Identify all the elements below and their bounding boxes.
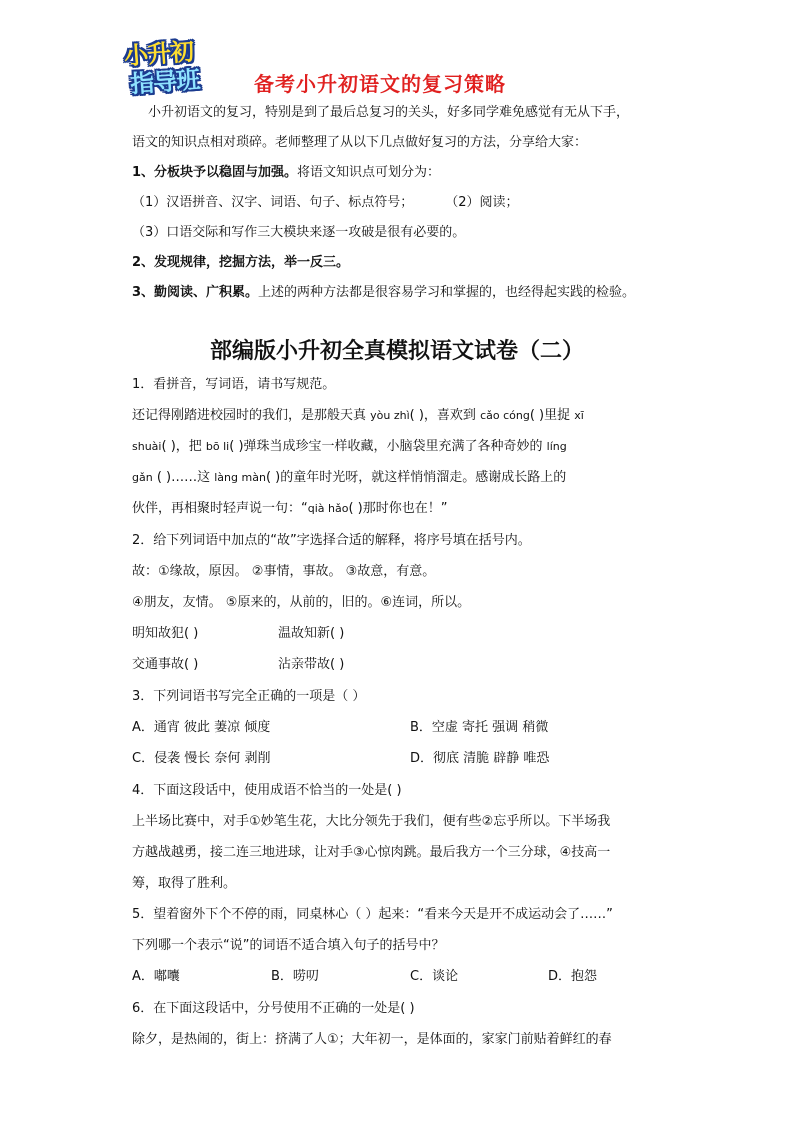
q1-line2-text-a: ( )，把 <box>161 439 206 454</box>
q2-options-line2: ④朋友，友情。 ⑤原来的，从前的，旧的。⑥连词，所以。 <box>132 595 471 610</box>
tip-3-text: 上述的两种方法都是很容易学习和掌握的，也经得起实践的检验。 <box>258 285 636 300</box>
q1-pinyin-8: làng màn <box>214 471 266 484</box>
q5-option-a: A．嘟囔 <box>132 969 180 984</box>
q1-pinyin-7: gǎn <box>132 471 153 484</box>
q5-stem-line1: 5．望着窗外下个不停的雨，同桌林心（ ）起来：“看来今天是开不成运动会了……” <box>132 907 613 922</box>
q1-line3-text-b: ( )的童年时光呀，就这样悄悄溜走。感谢成长路上的 <box>265 470 567 485</box>
logo-text-bottom: 指导班 <box>129 65 201 99</box>
tip-2: 2、发现规律，挖掘方法，举一反三。 <box>132 255 350 270</box>
q2-stem: 2．给下列词语中加点的“故”字选择合适的解释，将序号填在括号内。 <box>132 533 531 548</box>
tip-3 <box>132 284 635 302</box>
q5-option-c: C．谈论 <box>410 969 459 984</box>
q3-option-d: D．彻底 清脆 辟静 唯恐 <box>410 751 550 766</box>
q1-line1-text-a: 还记得刚踏进校园时的我们，是那般天真 <box>132 408 371 423</box>
q5-option-b: B．唠叨 <box>271 969 319 984</box>
tip-1-part-a <box>132 194 519 212</box>
q2-options-line1: 故：①缘故，原因。 ②事情，事故。 ③故意，有意。 <box>132 564 436 579</box>
logo <box>120 32 230 99</box>
q1-line4-text-b: ( )那时你也在！” <box>348 501 448 516</box>
q3-option-a: A．通宵 彼此 萋凉 倾度 <box>132 720 271 735</box>
intro-paragraph-line2: 语文的知识点相对琐碎。老师整理了从以下几点做好复习的方法，分享给大家： <box>132 135 588 150</box>
exam-title: 部编版小升初全真模拟语文试卷（二） <box>209 339 584 364</box>
q4-passage-line3: 筹，取得了胜利。 <box>132 876 237 891</box>
q6-passage-line1: 除夕，是热闹的，街上：挤满了人①；大年初一，是体面的，家家门前贴着鲜红的春 <box>132 1032 612 1047</box>
q4-stem: 4．下面这段话中，使用成语不恰当的一处是( ) <box>132 783 402 798</box>
logo-text-top: 小升初 <box>123 37 195 71</box>
q2-word-3: 交通事故( ) <box>132 657 199 672</box>
q1-line3 <box>132 469 566 487</box>
q1-pinyin-6: líng <box>546 440 567 453</box>
q1-pinyin-3: xī <box>574 409 584 422</box>
q4-passage-line1: 上半场比赛中，对手①妙笔生花，大比分领先于我们，便有些②忘乎所以。下半场我 <box>132 814 611 829</box>
header-title: 备考小升初语文的复习策略 <box>254 72 506 96</box>
tip-3-heading: 3、勤阅读、广积累。 <box>132 285 259 300</box>
tip-1-text: 将语文知识点可划分为： <box>297 165 441 180</box>
q1-stem: 1．看拼音，写词语，请书写规范。 <box>132 377 336 392</box>
q1-line1-text-b: ( )，喜欢到 <box>409 408 481 423</box>
q1-line2-text-b: ( )弹珠当成珍宝一样收藏，小脑袋里充满了各种奇妙的 <box>229 439 547 454</box>
q1-line1-text-c: ( )里捉 <box>529 408 575 423</box>
tip-1 <box>132 164 440 182</box>
q5-stem-line2: 下列哪一个表示“说”的词语不适合填入句子的括号中？ <box>132 938 445 953</box>
q1-pinyin-5: bō li <box>205 440 230 453</box>
q3-option-c: C．侵袭 慢长 奈何 剥削 <box>132 751 271 766</box>
q3-option-b: B．空虚 寄托 强调 稍微 <box>410 720 549 735</box>
q4-passage-line2: 方越战越勇，接二连三地进球，让对手③心惊肉跳。最后我方一个三分球，④技高一 <box>132 845 611 860</box>
q1-line2 <box>132 438 567 456</box>
q2-word-4: 沾亲带故( ) <box>278 657 345 672</box>
tip-1-part-b-text: （2）阅读； <box>445 195 519 210</box>
q6-stem: 6．在下面这段话中，分号使用不正确的一处是( ) <box>132 1001 415 1016</box>
q1-pinyin-4: shuài <box>132 440 162 453</box>
q2-word-1: 明知故犯( ) <box>132 626 199 641</box>
q1-line4 <box>132 500 447 518</box>
q2-word-2: 温故知新( ) <box>278 626 345 641</box>
intro-paragraph-line1: 小升初语文的复习，特别是到了最后总复习的关头，好多同学难免感觉有无从下手， <box>148 105 630 120</box>
q1-pinyin-1: yòu zhì <box>370 409 410 422</box>
q3-stem: 3．下列词语书写完全正确的一项是（ ） <box>132 689 366 704</box>
tip-1-heading: 1、分板块予以稳固与加强。 <box>132 165 298 180</box>
q1-line4-text-a: 伙伴，再相聚时轻声说一句：“ <box>132 501 308 516</box>
q5-option-d: D．抱怨 <box>548 969 598 984</box>
q1-pinyin-2: cǎo cóng <box>480 409 530 422</box>
q1-line3-text-a: ( )……这 <box>152 470 215 485</box>
tip-1-part-c: （3）口语交际和写作三大模块来逐一攻破是很有必要的。 <box>132 225 466 240</box>
q1-line1 <box>132 407 584 425</box>
tip-1-part-a-text: （1）汉语拼音、汉字、词语、句子、标点符号； <box>132 195 414 210</box>
q1-pinyin-9: qià hǎo <box>307 502 349 515</box>
